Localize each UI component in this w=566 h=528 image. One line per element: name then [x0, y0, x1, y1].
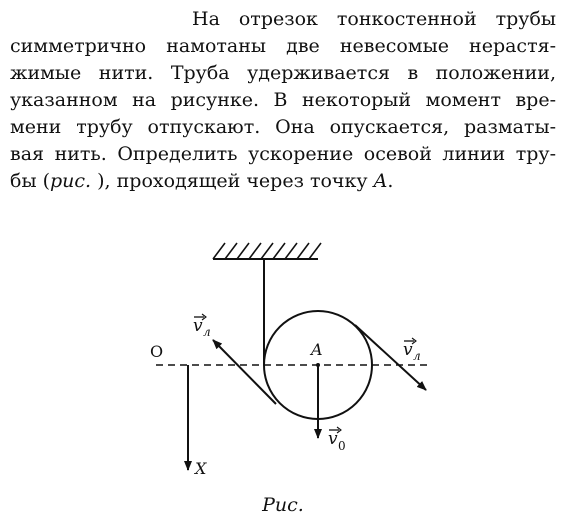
figure-reference: рис.	[50, 170, 92, 192]
figure-caption: Рис.	[262, 494, 304, 516]
problem-line-5: мени трубу отпускают. Она опускается, разматы-	[10, 116, 556, 138]
line7-pre: бы (	[10, 170, 51, 192]
origin-label: O	[150, 342, 164, 361]
problem-line-4: указанном на рисунке. В некоторый момент вре-	[10, 89, 556, 111]
v0-symbol: v	[328, 429, 338, 449]
v-right-subscript: л	[413, 349, 421, 363]
point-reference: A	[373, 170, 388, 192]
v-left-label	[193, 314, 211, 339]
problem-line-3: жимые нити. Труба удерживается в положении,	[10, 62, 556, 84]
v-right-symbol: v	[403, 340, 413, 360]
problem-line-6: вая нить. Определить ускорение осевой линии тру-	[10, 143, 556, 165]
center-label: A	[311, 340, 323, 359]
problem-line-2: симметрично намотаны две невесомые нерастя-	[10, 35, 556, 57]
v-right-label	[403, 338, 421, 363]
problem-line-1: На отрезок тонкостенной трубы	[192, 8, 556, 30]
v-left-subscript: л	[203, 325, 211, 339]
line7-mid: ), проходящей через точку	[91, 170, 374, 192]
center-point-a	[316, 363, 320, 367]
ceiling-support	[213, 243, 321, 259]
v-left-symbol: v	[193, 316, 203, 336]
x-axis-label: X	[195, 459, 207, 478]
line7-end: .	[387, 170, 394, 192]
v0-subscript: 0	[338, 439, 346, 453]
v0-label	[328, 427, 346, 453]
